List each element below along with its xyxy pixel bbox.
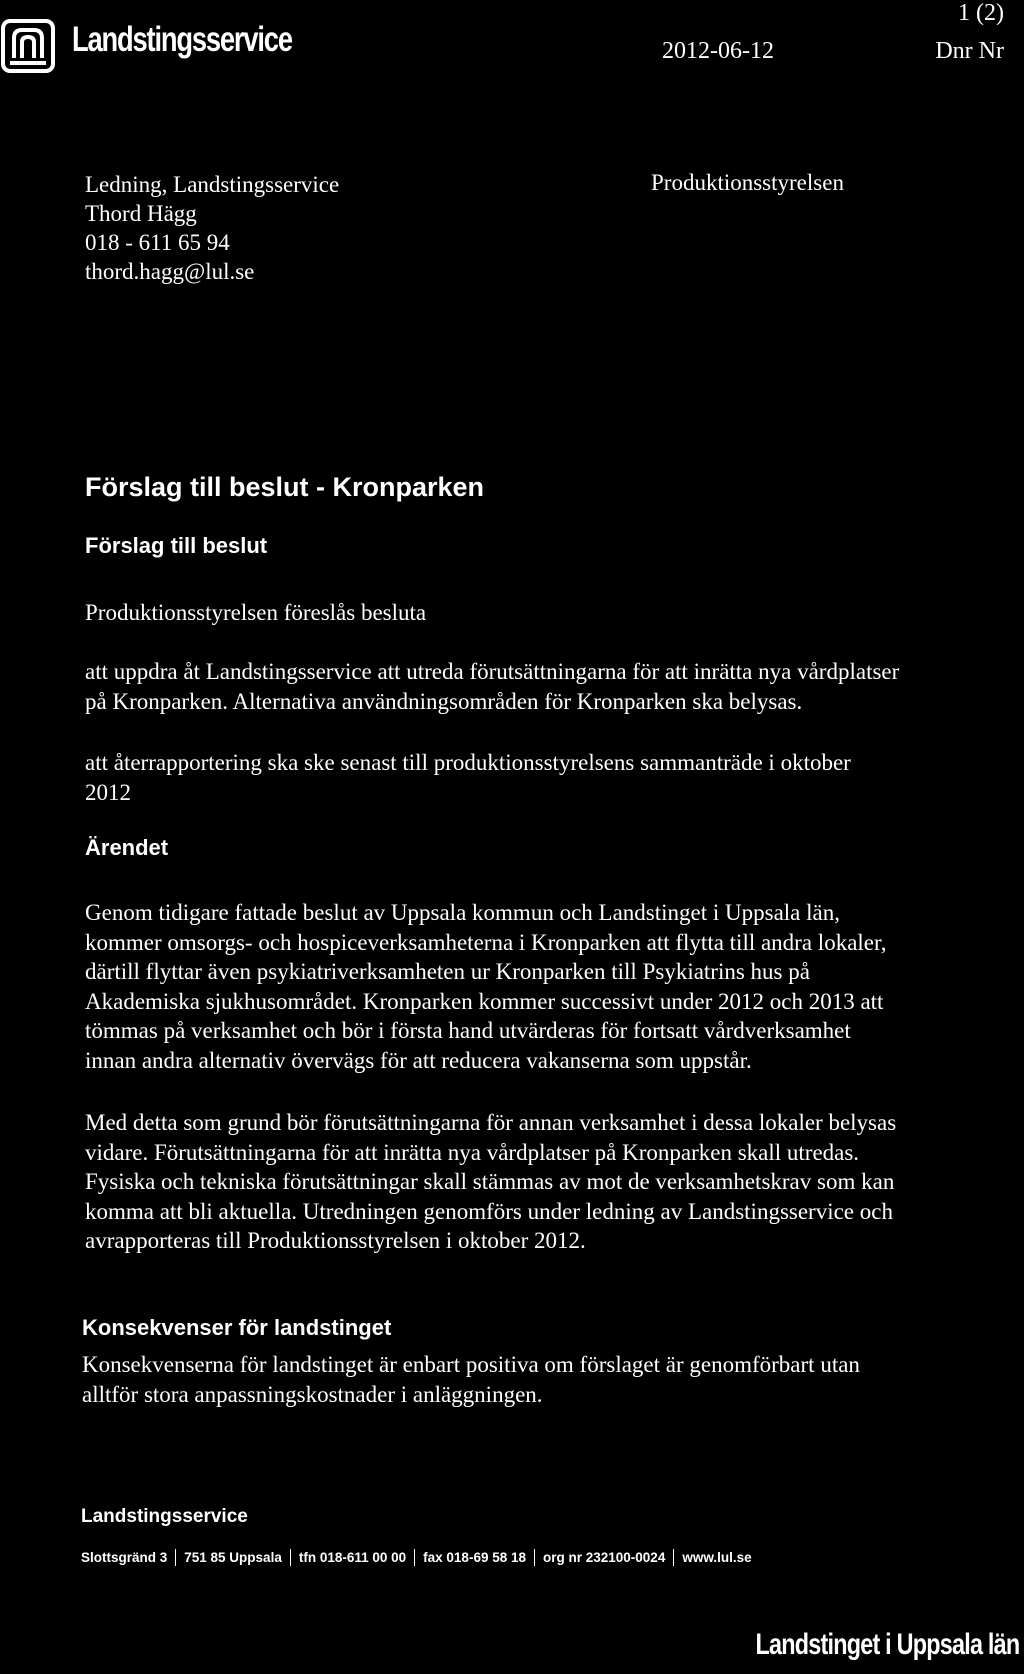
paragraph-line: kommer omsorgs- och hospiceverksamheterna i Kronparken att flytta till andra lokaler, xyxy=(85,929,887,955)
footer-brand: Landstinget i Uppsala län xyxy=(755,1628,1019,1661)
consequences-heading: Konsekvenser för landstinget xyxy=(82,1315,392,1340)
footer-divider xyxy=(534,1549,535,1566)
proposal-item-line: att uppdra åt Landstingsservice att utreda förutsättningarna för att inrätta nya vårdplatser xyxy=(85,659,900,684)
case-heading: Ärendet xyxy=(85,835,169,860)
footer-postal: 751 85 Uppsala xyxy=(184,1550,282,1565)
proposal-item-line: att återrapportering ska ske senast till produktionsstyrelsens sammanträde i oktober xyxy=(85,750,851,775)
proposal-item xyxy=(85,748,1015,807)
proposal-item xyxy=(85,657,1015,716)
proposal-heading: Förslag till beslut xyxy=(85,533,268,558)
sender-unit: Ledning, Landstingsservice xyxy=(85,172,340,197)
paragraph-line: Fysiska och tekniska förutsättningar skall stämmas av mot de verksamhetskrav som kan xyxy=(85,1169,895,1194)
proposal-item-line: på Kronparken. Alternativa användningsområden för Kronparken ska belysas. xyxy=(85,688,803,714)
sender-phone: 018 - 611 65 94 xyxy=(85,230,230,255)
case-paragraph xyxy=(85,1108,1015,1256)
paragraph-line: tömmas på verksamhet och bör i första hand utvärderas för fortsatt vårdverksamhet xyxy=(85,1018,851,1043)
proposal-item-line: 2012 xyxy=(85,779,131,805)
case-paragraph xyxy=(85,898,1015,1075)
paragraph-line: vidare. Förutsättningarna för att inrätta nya vårdplatser på Kronparken skall utredas. xyxy=(85,1139,860,1165)
sender-name: Thord Hägg xyxy=(85,201,197,226)
page-number: 1 (2) xyxy=(958,0,1004,26)
paragraph-line: Konsekvenserna för landstinget är enbart positiva om förslaget är genomförbart utan xyxy=(82,1352,860,1377)
footer-phone: tfn 018-611 00 00 xyxy=(298,1550,407,1565)
paragraph-line: Akademiska sjukhusområdet. Kronparken kommer successivt under 2012 och 2013 att xyxy=(85,988,884,1014)
footer-website-link[interactable]: www.lul.se xyxy=(682,1550,752,1565)
paragraph-line: därtill flyttar även psykiatriverksamheten ur Kronparken till Psykiatrins hus på xyxy=(85,959,810,984)
footer-divider xyxy=(290,1549,291,1566)
dnr-label: Dnr Nr xyxy=(935,38,1004,64)
org-name: Landstingsservice xyxy=(72,20,292,59)
footer-address xyxy=(81,1549,752,1566)
footer-street: Slottsgränd 3 xyxy=(81,1550,168,1565)
paragraph-line: avrapporteras till Produktionsstyrelsen i oktober 2012. xyxy=(85,1228,586,1253)
sender-block xyxy=(85,170,339,286)
sender-email[interactable]: thord.hagg@lul.se xyxy=(85,259,255,284)
paragraph-line: komma att bli aktuella. Utredningen genomförs under ledning av Landstingsservice och xyxy=(85,1198,893,1224)
paragraph-line: Genom tidigare fattade beslut av Uppsala kommun och Landstinget i Uppsala län, xyxy=(85,900,840,925)
paragraph-line: alltför stora anpassningskostnader i anläggningen. xyxy=(82,1381,543,1407)
footer-org: Landstingsservice xyxy=(81,1506,248,1527)
document-title: Förslag till beslut - Kronparken xyxy=(85,472,485,502)
footer-divider xyxy=(175,1549,176,1566)
recipient: Produktionsstyrelsen xyxy=(651,170,844,195)
footer-org-nr: org nr 232100-0024 xyxy=(543,1550,666,1565)
footer-fax: fax 018-69 58 18 xyxy=(423,1550,526,1565)
landstinget-logo-icon xyxy=(0,18,56,74)
document-date: 2012-06-12 xyxy=(662,38,774,64)
footer-divider xyxy=(414,1549,415,1566)
proposal-intro: Produktionsstyrelsen föreslås besluta xyxy=(85,600,427,625)
consequences-paragraph xyxy=(82,1350,1012,1409)
footer-divider xyxy=(673,1549,674,1566)
paragraph-line: innan andra alternativ övervägs för att reducera vakanserna som uppstår. xyxy=(85,1047,752,1073)
paragraph-line: Med detta som grund bör förutsättningarna för annan verksamhet i dessa lokaler belysas xyxy=(85,1110,897,1135)
